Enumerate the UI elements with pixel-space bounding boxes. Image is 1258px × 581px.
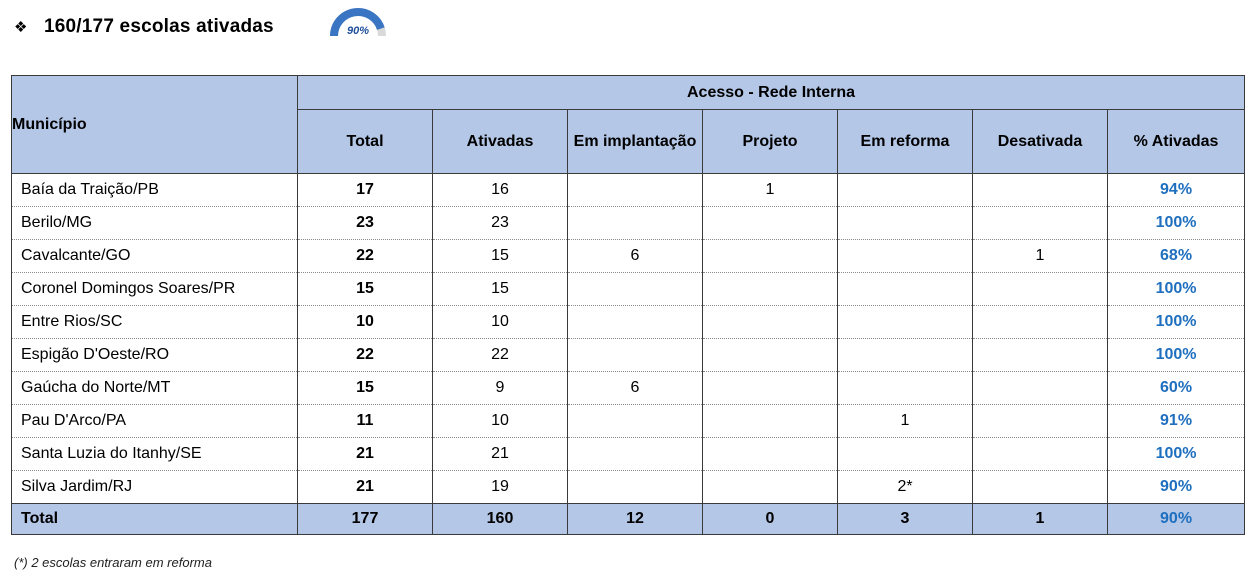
cell-projeto xyxy=(703,306,838,339)
table-row xyxy=(12,174,1245,207)
cell-projeto xyxy=(703,339,838,372)
table-row xyxy=(12,339,1245,372)
cell-reforma xyxy=(838,174,973,207)
diamond-bullet-icon: ❖ xyxy=(14,19,28,36)
cell-implantacao xyxy=(568,273,703,306)
cell-implantacao xyxy=(568,207,703,240)
cell-desativada xyxy=(973,273,1108,306)
cell-reforma xyxy=(838,207,973,240)
cell-municipio: Espigão D'Oeste/RO xyxy=(12,339,298,372)
cell-desativada xyxy=(973,339,1108,372)
table-row xyxy=(12,207,1245,240)
cell-projeto xyxy=(703,273,838,306)
col-header-total: Total xyxy=(298,110,433,174)
totals-ativadas: 160 xyxy=(433,504,568,535)
totals-pct: 90% xyxy=(1108,504,1245,535)
cell-ativadas: 15 xyxy=(433,273,568,306)
table-row xyxy=(12,438,1245,471)
totals-desativada: 1 xyxy=(973,504,1108,535)
cell-pct: 100% xyxy=(1108,306,1245,339)
cell-desativada xyxy=(973,438,1108,471)
cell-ativadas: 22 xyxy=(433,339,568,372)
cell-reforma xyxy=(838,372,973,405)
totals-row xyxy=(12,504,1245,535)
cell-implantacao xyxy=(568,471,703,504)
cell-ativadas: 23 xyxy=(433,207,568,240)
cell-implantacao: 6 xyxy=(568,372,703,405)
col-header-reforma: Em reforma xyxy=(838,110,973,174)
cell-municipio: Silva Jardim/RJ xyxy=(12,471,298,504)
cell-reforma: 1 xyxy=(838,405,973,438)
cell-desativada: 1 xyxy=(973,240,1108,273)
totals-total: 177 xyxy=(298,504,433,535)
cell-municipio: Santa Luzia do Itanhy/SE xyxy=(12,438,298,471)
cell-pct: 100% xyxy=(1108,339,1245,372)
cell-projeto xyxy=(703,405,838,438)
cell-desativada xyxy=(973,372,1108,405)
cell-total: 23 xyxy=(298,207,433,240)
activation-gauge xyxy=(328,6,388,38)
cell-ativadas: 19 xyxy=(433,471,568,504)
cell-implantacao xyxy=(568,174,703,207)
cell-pct: 100% xyxy=(1108,438,1245,471)
municipio-header: Município xyxy=(12,76,298,174)
cell-ativadas: 9 xyxy=(433,372,568,405)
cell-projeto xyxy=(703,240,838,273)
cell-pct: 100% xyxy=(1108,207,1245,240)
table-row xyxy=(12,240,1245,273)
cell-municipio: Entre Rios/SC xyxy=(12,306,298,339)
cell-total: 10 xyxy=(298,306,433,339)
cell-desativada xyxy=(973,405,1108,438)
cell-municipio: Berilo/MG xyxy=(12,207,298,240)
page-title: 160/177 escolas ativadas xyxy=(44,16,274,37)
cell-total: 17 xyxy=(298,174,433,207)
cell-implantacao xyxy=(568,405,703,438)
col-header-pct: % Ativadas xyxy=(1108,110,1245,174)
cell-reforma xyxy=(838,306,973,339)
cell-pct: 100% xyxy=(1108,273,1245,306)
cell-municipio: Baía da Traição/PB xyxy=(12,174,298,207)
cell-reforma xyxy=(838,240,973,273)
cell-pct: 94% xyxy=(1108,174,1245,207)
cell-implantacao: 6 xyxy=(568,240,703,273)
cell-ativadas: 21 xyxy=(433,438,568,471)
cell-projeto xyxy=(703,438,838,471)
cell-pct: 60% xyxy=(1108,372,1245,405)
totals-projeto: 0 xyxy=(703,504,838,535)
cell-municipio: Gaúcha do Norte/MT xyxy=(12,372,298,405)
cell-total: 21 xyxy=(298,438,433,471)
cell-total: 22 xyxy=(298,339,433,372)
cell-projeto xyxy=(703,372,838,405)
cell-pct: 91% xyxy=(1108,405,1245,438)
cell-reforma xyxy=(838,273,973,306)
col-header-projeto: Projeto xyxy=(703,110,838,174)
headline xyxy=(14,12,274,42)
cell-total: 21 xyxy=(298,471,433,504)
cell-implantacao xyxy=(568,306,703,339)
col-header-ativadas: Ativadas xyxy=(433,110,568,174)
table-row xyxy=(12,372,1245,405)
cell-reforma: 2* xyxy=(838,471,973,504)
cell-pct: 90% xyxy=(1108,471,1245,504)
cell-ativadas: 16 xyxy=(433,174,568,207)
cell-total: 11 xyxy=(298,405,433,438)
cell-municipio: Coronel Domingos Soares/PR xyxy=(12,273,298,306)
cell-total: 15 xyxy=(298,273,433,306)
cell-ativadas: 10 xyxy=(433,405,568,438)
totals-implantacao: 12 xyxy=(568,504,703,535)
cell-projeto: 1 xyxy=(703,174,838,207)
schools-table xyxy=(11,75,1245,535)
cell-total: 22 xyxy=(298,240,433,273)
cell-municipio: Pau D'Arco/PA xyxy=(12,405,298,438)
table-row xyxy=(12,306,1245,339)
col-header-desativada: Desativada xyxy=(973,110,1108,174)
cell-reforma xyxy=(838,438,973,471)
table-row xyxy=(12,273,1245,306)
cell-desativada xyxy=(973,306,1108,339)
cell-ativadas: 15 xyxy=(433,240,568,273)
cell-desativada xyxy=(973,174,1108,207)
cell-desativada xyxy=(973,207,1108,240)
cell-projeto xyxy=(703,471,838,504)
cell-pct: 68% xyxy=(1108,240,1245,273)
cell-projeto xyxy=(703,207,838,240)
totals-reforma: 3 xyxy=(838,504,973,535)
group-header: Acesso - Rede Interna xyxy=(298,76,1245,110)
table-row xyxy=(12,471,1245,504)
footnote: (*) 2 escolas entraram em reforma xyxy=(14,555,212,570)
cell-ativadas: 10 xyxy=(433,306,568,339)
cell-implantacao xyxy=(568,339,703,372)
table-row xyxy=(12,405,1245,438)
gauge-label: 90% xyxy=(346,25,370,37)
cell-municipio: Cavalcante/GO xyxy=(12,240,298,273)
cell-desativada xyxy=(973,471,1108,504)
cell-implantacao xyxy=(568,438,703,471)
col-header-implantacao: Em implantação xyxy=(568,110,703,174)
cell-reforma xyxy=(838,339,973,372)
totals-label: Total xyxy=(12,504,298,535)
cell-total: 15 xyxy=(298,372,433,405)
